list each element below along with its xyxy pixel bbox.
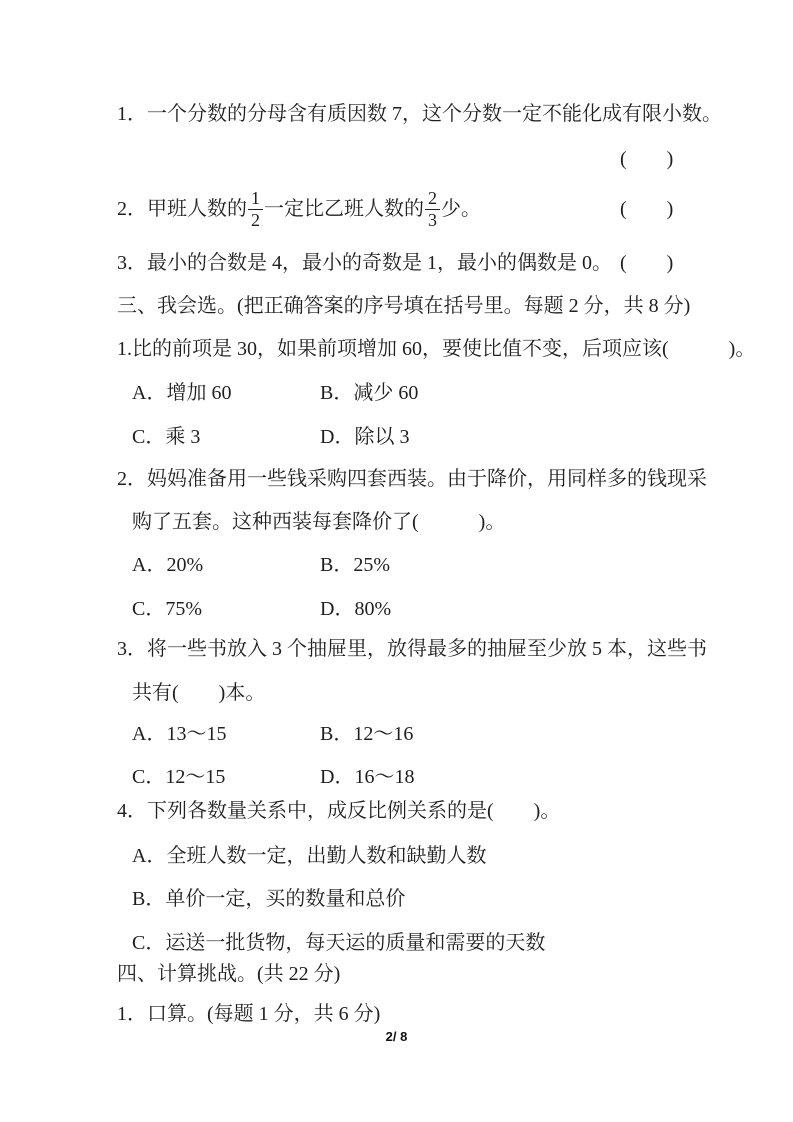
option-d: D．16～18: [320, 766, 415, 788]
choice-question-4: 4．下列各数量关系中，成反比例关系的是( )。: [117, 800, 561, 822]
choice-question-2-line-2: 购了五套。这种西装每套降价了( )。: [132, 511, 506, 533]
option-c: C．乘 3: [132, 426, 201, 448]
option-b: B．25%: [320, 554, 390, 576]
option-d: D．除以 3: [320, 426, 410, 448]
page-number: 2/ 8: [385, 1029, 408, 1044]
choice-question-3-line-2: 共有( )本。: [132, 682, 266, 704]
fraction-two-thirds: [425, 188, 440, 229]
option-d: D．80%: [320, 598, 392, 620]
judge-question-2-answer-bracket: ( ): [620, 198, 674, 220]
fraction-numerator: 2: [425, 188, 440, 209]
choice-question-4-option-a: A．全班人数一定，出勤人数和缺勤人数: [132, 845, 487, 867]
judge-question-2-mid: 一定比乙班人数的: [264, 198, 424, 220]
calc-question-1: 1．口算。(每题 1 分，共 6 分): [117, 1003, 381, 1025]
choice-question-1-options-row-2: [132, 424, 409, 450]
section-3-heading: 三、我会选。(把正确答案的序号填在括号里。每题 2 分，共 8 分): [117, 295, 691, 317]
choice-question-4-option-b: B．单价一定，买的数量和总价: [132, 888, 406, 910]
choice-question-2-options-row-2: [132, 596, 391, 622]
judge-question-1-answer-bracket: ( ): [620, 148, 674, 170]
option-a: A．13～15: [132, 723, 227, 745]
judge-question-2: [117, 182, 481, 236]
choice-question-1: 1.比的前项是 30，如果前项增加 60，要使比值不变，后项应该( )。: [117, 338, 756, 360]
option-a: A．20%: [132, 554, 204, 576]
choice-question-3-options-row-1: [132, 721, 413, 747]
choice-question-1-options-row-1: [132, 380, 418, 406]
fraction-denominator: 3: [428, 209, 437, 230]
fraction-one-half: [248, 188, 263, 229]
option-c: C．12～15: [132, 766, 226, 788]
option-b: B．12～16: [320, 723, 414, 745]
judge-question-1: 1．一个分数的分母含有质因数 7，这个分数一定不能化成有限小数。: [117, 103, 722, 125]
judge-question-3: 3．最小的合数是 4，最小的奇数是 1，最小的偶数是 0。: [117, 252, 612, 274]
choice-question-2-options-row-1: [132, 552, 390, 578]
option-a: A．增加 60: [132, 382, 232, 404]
option-c: C．75%: [132, 598, 202, 620]
choice-question-4-option-c: C．运送一批货物，每天运的质量和需要的天数: [132, 932, 546, 954]
fraction-denominator: 2: [251, 209, 260, 230]
judge-question-2-tail: 少。: [441, 198, 481, 220]
choice-question-3-line-1: 3．将一些书放入 3 个抽屉里，放得最多的抽屉至少放 5 本，这些书: [117, 638, 707, 660]
option-b: B．减少 60: [320, 382, 419, 404]
fraction-numerator: 1: [248, 188, 263, 209]
judge-question-2-lead: 2．甲班人数的: [117, 198, 247, 220]
section-4-heading: 四、计算挑战。(共 22 分): [117, 963, 341, 985]
choice-question-2-line-1: 2．妈妈准备用一些钱采购四套西装。由于降价，用同样多的钱现采: [117, 468, 707, 490]
judge-question-3-answer-bracket: ( ): [620, 252, 674, 274]
choice-question-3-options-row-2: [132, 764, 414, 790]
